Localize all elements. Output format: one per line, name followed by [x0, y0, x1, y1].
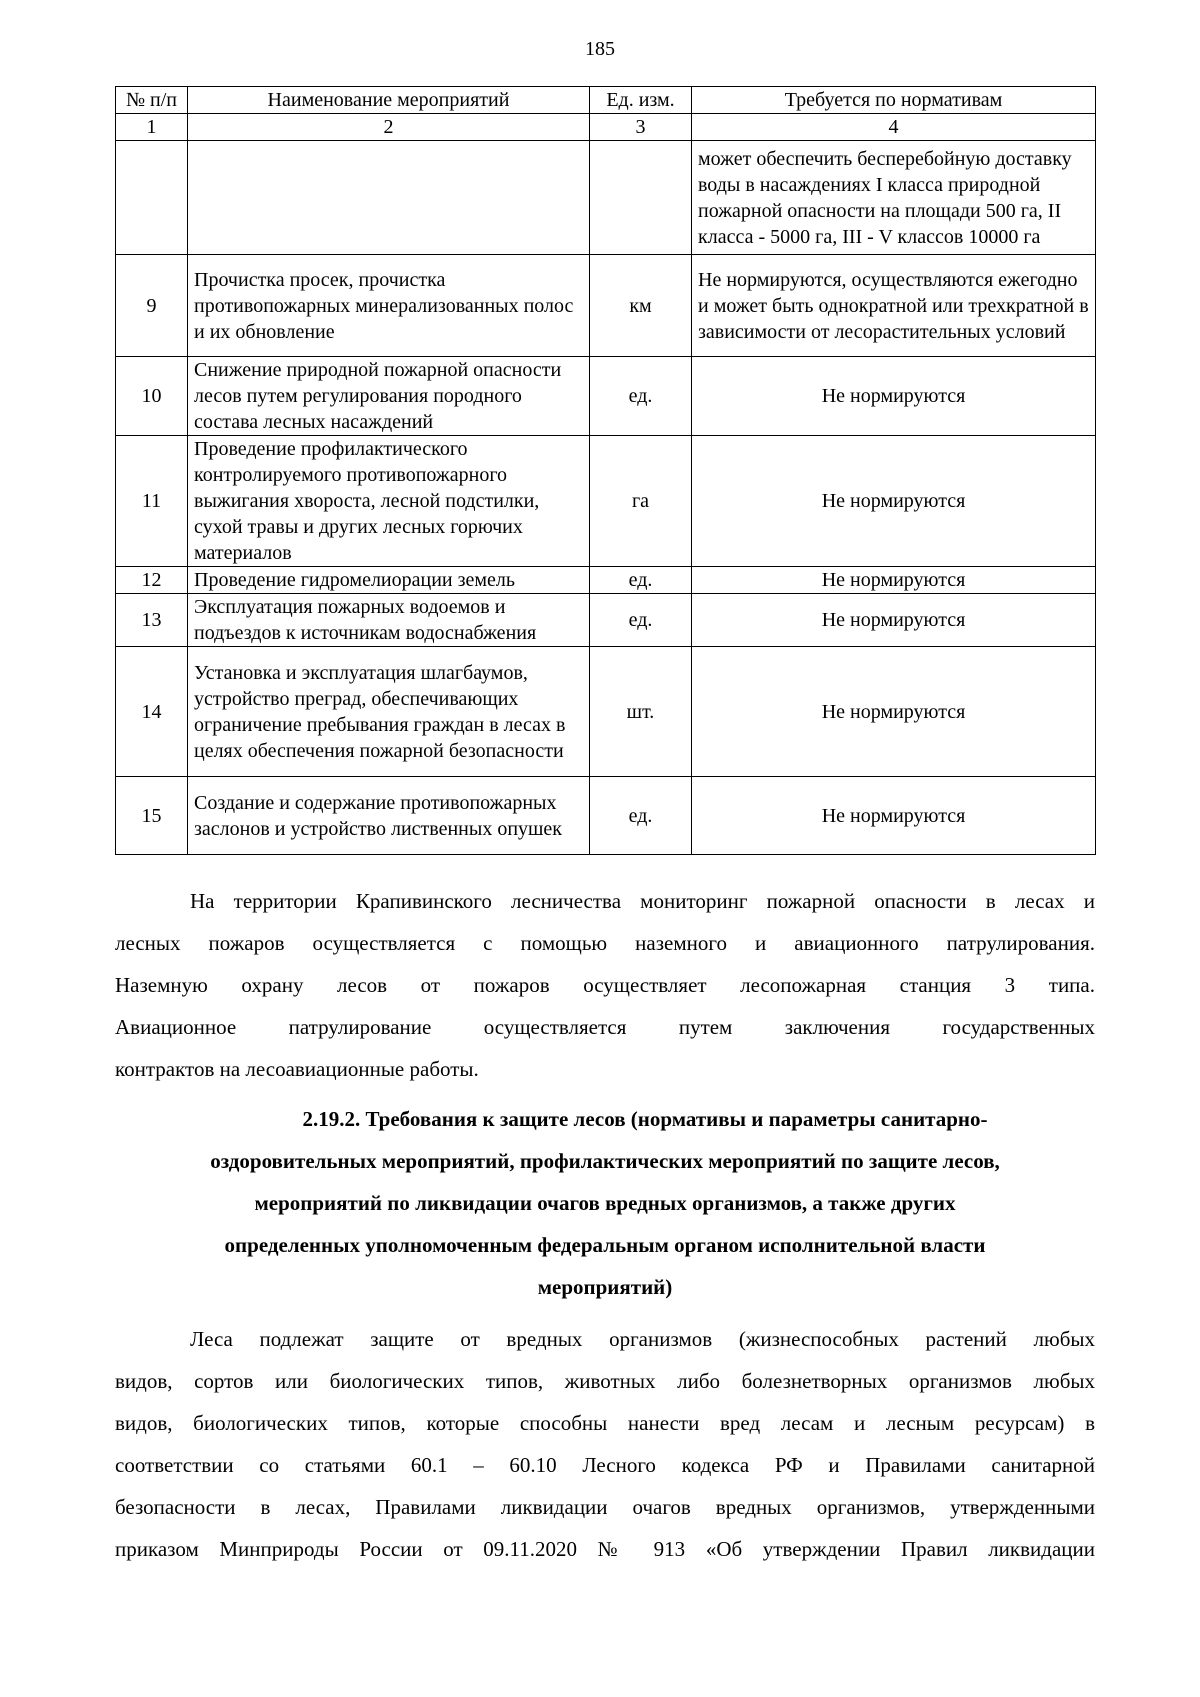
row-unit: ед. [590, 567, 692, 594]
row-norm: Не нормируются [692, 647, 1096, 777]
table-row [116, 647, 1096, 777]
row-unit [590, 141, 692, 255]
row-norm: Не нормируются, осуществляются ежегодно и может быть однократной или трехкратной в зависимости от лесорастительных условий [692, 255, 1096, 357]
column-number: 1 [116, 114, 188, 141]
header-unit: Ед. изм. [590, 87, 692, 114]
row-num: 11 [116, 436, 188, 567]
text-line: Авиационное патрулирование осуществляется путем заключения государственных [115, 1015, 1095, 1039]
row-unit: ед. [590, 594, 692, 647]
heading-line: 2.19.2. Требования к защите лесов (нормативы и параметры санитарно- [302, 1107, 988, 1131]
row-name: Эксплуатация пожарных водоемов и подъездов к источникам водоснабжения [188, 594, 590, 647]
row-norm: Не нормируются [692, 777, 1096, 855]
row-norm: Не нормируются [692, 594, 1096, 647]
row-num: 12 [116, 567, 188, 594]
section-heading [115, 1098, 1095, 1308]
text-line: видов, сортов или биологических типов, животных либо болезнетворных организмов любых [115, 1369, 1095, 1393]
table-row [116, 777, 1096, 855]
table-row [116, 141, 1096, 255]
table-row [116, 567, 1096, 594]
table-row [116, 436, 1096, 567]
text-line: соответствии со статьями 60.1 – 60.10 Лесного кодекса РФ и Правилами санитарной [115, 1453, 1095, 1477]
text-line: На территории Крапивинского лесничества мониторинг пожарной опасности в лесах и [190, 889, 1095, 913]
column-number-row [116, 114, 1096, 141]
column-number: 3 [590, 114, 692, 141]
row-name: Проведение гидромелиорации земель [188, 567, 590, 594]
column-number: 4 [692, 114, 1096, 141]
text-line: лесных пожаров осуществляется с помощью наземного и авиационного патрулирования. [115, 931, 1095, 955]
text-line: видов, биологических типов, которые способны нанести вред лесам и лесным ресурсам) в [115, 1411, 1095, 1435]
row-num: 9 [116, 255, 188, 357]
row-norm: может обеспечить бесперебойную доставку воды в насаждениях I класса природной пожарной опасности на площади 500 га, II класса - 5000 га, III - V классов 10000 га [692, 141, 1096, 255]
heading-line: мероприятий) [537, 1275, 673, 1299]
header-norm: Требуется по нормативам [692, 87, 1096, 114]
table-row [116, 255, 1096, 357]
text-line: приказом Минприроды России от 09.11.2020 № 913 «Об утверждении Правил ликвидации [115, 1537, 1095, 1561]
row-num: 13 [116, 594, 188, 647]
heading-line: оздоровительных мероприятий, профилактических мероприятий по защите лесов, [210, 1149, 1000, 1173]
row-name: Снижение природной пожарной опасности лесов путем регулирования породного состава лесных насаждений [188, 357, 590, 436]
row-num [116, 141, 188, 255]
text-line: безопасности в лесах, Правилами ликвидации очагов вредных организмов, утвержденными [115, 1495, 1095, 1519]
row-unit: шт. [590, 647, 692, 777]
paragraph-fire-monitoring [115, 880, 1095, 1090]
header-num: № п/п [116, 87, 188, 114]
row-unit: ед. [590, 777, 692, 855]
row-unit: га [590, 436, 692, 567]
header-name: Наименование мероприятий [188, 87, 590, 114]
text-line: Леса подлежат защите от вредных организмов (жизнеспособных растений любых [190, 1327, 1095, 1351]
row-num: 15 [116, 777, 188, 855]
row-num: 14 [116, 647, 188, 777]
text-line: Наземную охрану лесов от пожаров осуществляет лесопожарная станция 3 типа. [115, 973, 1095, 997]
page-number: 185 [585, 38, 615, 60]
row-unit: км [590, 255, 692, 357]
table-row [116, 594, 1096, 647]
table-row [116, 357, 1096, 436]
column-number: 2 [188, 114, 590, 141]
text-line: контрактов на лесоавиационные работы. [115, 1057, 479, 1081]
paragraph-forest-protection [115, 1318, 1095, 1570]
row-name: Установка и эксплуатация шлагбаумов, устройство преград, обеспечивающих ограничение пребывания граждан в лесах в целях обеспечения пожарной безопасности [188, 647, 590, 777]
fire-measures-table [115, 86, 1096, 855]
table-header-row [116, 87, 1096, 114]
row-name: Создание и содержание противопожарных заслонов и устройство лиственных опушек [188, 777, 590, 855]
row-name: Проведение профилактического контролируемого противопожарного выжигания хвороста, лесной подстилки, сухой травы и других лесных горючих материалов [188, 436, 590, 567]
heading-line: определенных уполномоченным федеральным органом исполнительной власти [224, 1233, 986, 1257]
row-name [188, 141, 590, 255]
row-norm: Не нормируются [692, 436, 1096, 567]
row-norm: Не нормируются [692, 357, 1096, 436]
row-norm: Не нормируются [692, 567, 1096, 594]
row-name: Прочистка просек, прочистка противопожарных минерализованных полос и их обновление [188, 255, 590, 357]
heading-line: мероприятий по ликвидации очагов вредных организмов, а также других [254, 1191, 956, 1215]
row-unit: ед. [590, 357, 692, 436]
row-num: 10 [116, 357, 188, 436]
